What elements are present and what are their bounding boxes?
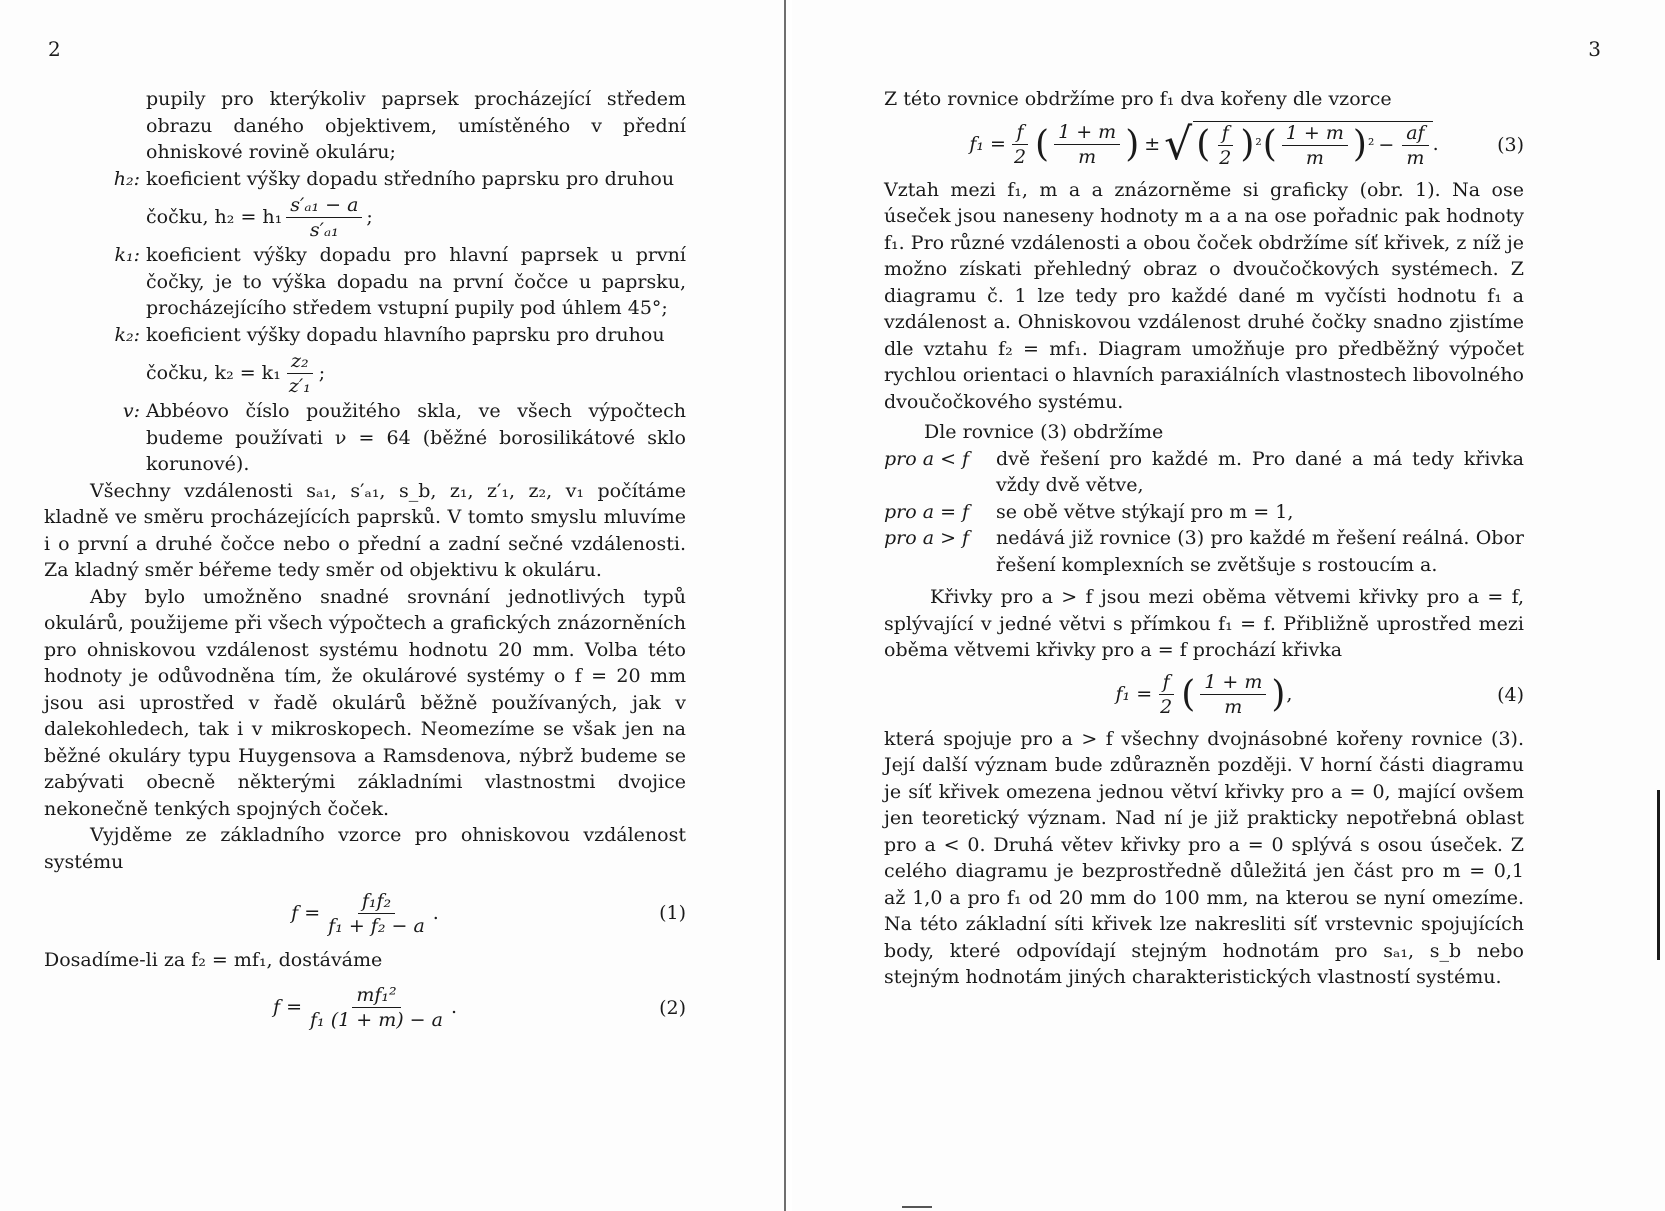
paragraph: Dle rovnice (3) obdržíme (924, 421, 1164, 443)
page-number-right: 3 (1588, 37, 1601, 61)
definition-text: Abbéovo číslo použitého skla, ve všech výpočtech budeme používati ν = 64 (běžné borosilikátové sklo korunové). (146, 400, 686, 475)
case-a-equal-f (884, 499, 1524, 526)
fraction-denominator: m (1406, 146, 1425, 169)
definition-text: koeficient výšky dopadu pro hlavní paprsek u první čočky, je to výška dopadu na první čočce u paprsku, procházejícího středem vstupní pupily pod úhlem 45°; (146, 244, 686, 319)
open-paren: ( (1196, 124, 1211, 165)
page-number-left: 2 (48, 37, 61, 61)
equation-tail: . (1432, 133, 1439, 156)
definition-symbol: h₂: (113, 167, 140, 190)
definition-k1 (44, 242, 686, 322)
book-gutter (784, 0, 786, 1211)
fraction-numerator: mf₁² (352, 984, 400, 1008)
fraction-numerator: f (1159, 671, 1174, 695)
equation-2 (44, 974, 686, 1042)
equation-fraction (1200, 671, 1266, 718)
fraction-denominator: f₁ + f₂ − a (328, 914, 425, 937)
formula-suffix: ; (366, 205, 373, 228)
fraction-denominator: z′₁ (288, 374, 311, 397)
close-paren: ) (1240, 124, 1255, 165)
equation-number: (2) (659, 996, 686, 1019)
case-text: se obě větve stýkají pro m = 1, (996, 500, 1294, 523)
plus-minus: ± (1144, 133, 1161, 156)
equation-3 (884, 113, 1524, 177)
fraction-numerator: s′ₐ₁ − a (286, 194, 362, 218)
fraction-numerator: af (1402, 122, 1428, 146)
equation-fraction (1282, 122, 1348, 169)
case-text: dvě řešení pro každé m. Pro dané a má tedy křivka vždy dvě větve, (996, 447, 1524, 496)
fraction-numerator: 1 + m (1054, 121, 1120, 145)
fraction-denominator: f₁ (1 + m) − a (310, 1009, 443, 1031)
case-lead: pro a = f (884, 500, 970, 523)
equation-lhs: f₁ = (1115, 683, 1153, 706)
h2-fraction (286, 194, 362, 241)
paragraph: Vztah mezi f₁, m a a znázorněme si graficky (obr. 1). Na ose úseček jsou naneseny hodnoty m a a na ose pořadnic pak hodnoty f₁. Pro různé vzdálenosti a obou čoček obdržíme síť křivek, z níž je možno získati přehledný obraz o dvoučočkových systémech. Z diagramu č. 1 lze tedy pro každé dané m vyčísti hodnotu f₁ a vzdálenost a. Ohniskovou vzdálenost druhé čočky snadno zjistíme dle vztahu f₂ = mf₁. Diagram umožňuje pro předběžný výpočet rychlou orientaci o hlavních paraxiálních vlastnostech libovolného dvoučočkového systému. (884, 178, 1524, 413)
equation-fraction (306, 984, 447, 1031)
fraction-numerator: f (1012, 121, 1027, 145)
equation-number: (1) (659, 901, 686, 924)
fraction-denominator: 2 (1160, 696, 1173, 718)
exponent: ² (1255, 134, 1262, 154)
sqrt-sign: √ (1164, 118, 1193, 170)
definition-text: koeficient výšky dopadu středního paprsku pro druhou (146, 167, 675, 190)
open-paren: ( (1035, 123, 1050, 165)
close-paren: ) (1352, 124, 1367, 165)
case-lead: pro a < f (884, 447, 970, 470)
sqrt-body (1193, 121, 1432, 169)
equation-tail: , (1286, 683, 1293, 706)
case-a-greater-f (884, 525, 1524, 578)
definition-v (44, 398, 686, 478)
k2-fraction (285, 350, 315, 397)
formula-suffix: ; (318, 361, 326, 384)
case-lead: pro a > f (884, 527, 970, 549)
fraction-numerator: f₁f₂ (358, 890, 395, 914)
definition-symbol: v: (122, 400, 140, 422)
equation-fraction (1215, 122, 1235, 169)
paragraph: Aby bylo umožněno snadné srovnání jednotlivých typů okulárů, použijeme při všech výpočtech a grafických znázorněních pro ohniskovou vzdálenost systému hodnotu 20 mm. Volba této hodnoty je odůvodněna tím, že okulárové systémy o f = 20 mm jsou asi uprostřed v řadě okulárů běžně používaných, jak v dalekohledech, tak i v mikroskopech. Neomezíme se však jen na běžné okuláry typu Huygensova a Ramsdenova, nýbrž budeme se zabývati obecně některými základními vlastnostmi dvojice nekonečně tenkých spojných čoček. (44, 585, 686, 820)
equation-fraction (324, 890, 429, 937)
close-paren: ) (1125, 123, 1140, 165)
equation-tail: . (450, 996, 457, 1019)
fraction-numerator: 1 + m (1200, 671, 1266, 695)
paragraph: Křivky pro a > f jsou mezi oběma větvemi křivky pro a = f, splývající v jedné větvi s přímkou f₁ = f. Přibližně uprostřed mezi oběma větvemi křivky pro a = f prochází křivka (884, 586, 1524, 661)
definition-symbol: k₁: (114, 244, 140, 266)
fraction-numerator: z₂ (287, 350, 313, 374)
equation-lhs: f = (273, 996, 302, 1019)
paragraph: Vyjděme ze základního vzorce pro ohniskovou vzdálenost systému (44, 824, 686, 873)
equation-lhs: f = (291, 901, 321, 924)
fraction-denominator: m (1078, 146, 1097, 168)
scan-bottom-mark (902, 1206, 932, 1208)
fraction-denominator: s′ₐ₁ (309, 218, 339, 241)
h2-formula (146, 192, 686, 242)
fraction-denominator: m (1224, 696, 1243, 718)
left-page-text (44, 86, 686, 1042)
case-a-less-f (884, 446, 1524, 499)
equation-fraction (1402, 122, 1428, 169)
case-text: nedává již rovnice (3) pro každé m řešení reálná. Obor řešení komplexních se zvětšuje s rostoucím a. (996, 527, 1524, 576)
formula-prefix: čočku, k₂ = k₁ (146, 361, 281, 384)
equation-fraction (1156, 671, 1176, 718)
equation-fraction (1010, 121, 1030, 168)
definition-text: koeficient výšky dopadu hlavního paprsku pro druhou (146, 323, 665, 346)
fraction-numerator: f (1218, 122, 1233, 146)
definition-h2 (44, 166, 686, 243)
fraction-denominator: 2 (1219, 146, 1232, 169)
minus-sign: − (1378, 133, 1395, 156)
paragraph: Dosadíme-li za f₂ = mf₁, dostáváme (44, 949, 383, 971)
paragraph: Z této rovnice obdržíme pro f₁ dva kořeny dle vzorce (884, 88, 1392, 110)
definition-k2 (44, 322, 686, 399)
fraction-denominator: 2 (1013, 146, 1027, 168)
equation-fraction (1054, 121, 1120, 168)
scan-edge-mark (1657, 790, 1660, 960)
close-paren: ) (1271, 673, 1286, 715)
paragraph: která spojuje pro a > f všechny dvojnásobné kořeny rovnice (3). Její další význam bude zdůrazněn později. V horní části diagramu je síť křivek omezena jednou větví křivky pro a = 0, mající ovšem jen teoretický význam. Nad ní je již prakticky nepotřebná oblast pro a < 0. Druhá větev křivky pro a = 0 splývá s osou úseček. Z celého diagramu je bezprostředně důležitá jen část pro m = 0,1 až 1,0 a pro f₁ od 20 mm do 100 mm, na kterou se nyní omezíme. Na této základní síti křivek lze nakresliti síť vrstevnic spojujících body, které odpovídají stejným hodnotám pro sₐ₁, s_b nebo stejným hodnotám jiných charakteristických vlastností systému. (884, 727, 1524, 988)
right-page-text (884, 86, 1524, 991)
formula-prefix: čočku, h₂ = h₁ (146, 205, 283, 228)
k2-formula (146, 348, 686, 398)
definition-symbol: k₂: (114, 323, 140, 346)
equation-1 (44, 879, 686, 947)
equation-number: (4) (1497, 683, 1524, 706)
intro-text: pupily pro kterýkoliv paprsek procházející středem obrazu daného objektivem, umístěného v přední ohniskové rovině okuláru; (146, 88, 686, 163)
equation-number: (3) (1497, 133, 1524, 156)
paragraph: Všechny vzdálenosti sₐ₁, s′ₐ₁, s_b, z₁, z′₁, z₂, v₁ počítáme kladně ve směru procházejících paprsků. V tomto smyslu mluvíme i o první a druhé čočce nebo o přední a zadní sečné vzdálenosti. Za kladný směr béřeme tedy směr od objektivu k okuláru. (44, 479, 686, 581)
open-paren: ( (1262, 124, 1277, 165)
exponent: ² (1367, 134, 1375, 154)
fraction-denominator: m (1305, 146, 1324, 169)
equation-tail: . (432, 901, 439, 924)
fraction-numerator: 1 + m (1282, 122, 1348, 146)
open-paren: ( (1181, 673, 1196, 715)
equation-4 (884, 664, 1524, 726)
equation-lhs: f₁ = (969, 133, 1006, 156)
